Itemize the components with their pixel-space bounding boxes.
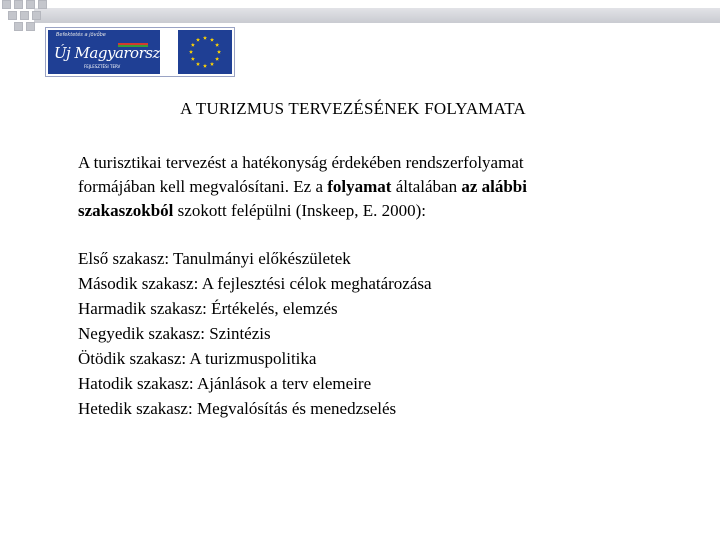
intro-line-2 [78,175,658,199]
intro-text: általában [391,177,462,196]
logo-banner [45,27,235,77]
deco-square [38,0,47,9]
eu-star-icon [196,62,200,66]
header-bar [34,8,720,23]
eu-star-icon [191,43,195,47]
intro-emphasis: az alábbi [461,177,527,196]
list-item: Ötödik szakasz: A turizmuspolitika [78,349,317,368]
deco-square [20,11,29,20]
eu-star-icon [210,62,214,66]
list-item: Első szakasz: Tanulmányi előkészületek [78,249,351,268]
list-item: Hetedik szakasz: Megvalósítás és menedzselés [78,399,397,418]
deco-square [26,22,35,31]
intro-emphasis: szakaszokból [78,201,174,220]
intro-paragraph [78,151,658,223]
logo-subtitle: FEJLESZTÉSI TERV [84,64,121,69]
intro-text: szokott felépülni (Inskeep, E. 2000): [173,201,426,220]
eu-star-icon [191,57,195,61]
eu-star-icon [215,57,219,61]
deco-square [2,0,11,9]
eu-flag-icon [178,30,232,74]
eu-star-icon [196,38,200,42]
intro-emphasis: folyamat [327,177,392,196]
deco-square [8,11,17,20]
list-item: Negyedik szakasz: Szintézis [78,324,271,343]
logo-brand: Új Magyarország [54,44,178,62]
logo-tagline: Befektetés a jövőbe [56,32,106,38]
eu-star-icon [215,43,219,47]
list-item: Harmadik szakasz: Értékelés, elemzés [78,299,338,318]
deco-square [14,22,23,31]
page-title: A TURIZMUS TERVEZÉSÉNEK FOLYAMATA [180,99,526,118]
eu-star-icon [210,38,214,42]
list-item: Második szakasz: A fejlesztési célok meghatározása [78,274,432,293]
eu-star-icon [203,64,207,68]
eu-stars-icon [178,30,232,74]
intro-line-3 [78,199,658,223]
eu-star-icon [217,50,221,54]
uj-magyarorszag-logo [48,30,178,74]
deco-square [32,11,41,20]
list-item: Hatodik szakasz: Ajánlások a terv elemeire [78,374,372,393]
eu-star-icon [203,36,207,40]
intro-line-1 [78,151,658,175]
deco-square [26,0,35,9]
intro-text: A turisztikai tervezést a hatékonyság érdekében rendszerfolyamat [78,153,524,172]
intro-text: formájában kell megvalósítani. Ez a [78,177,328,196]
stage-list [78,246,658,421]
deco-square [14,0,23,9]
eu-star-icon [189,50,193,54]
